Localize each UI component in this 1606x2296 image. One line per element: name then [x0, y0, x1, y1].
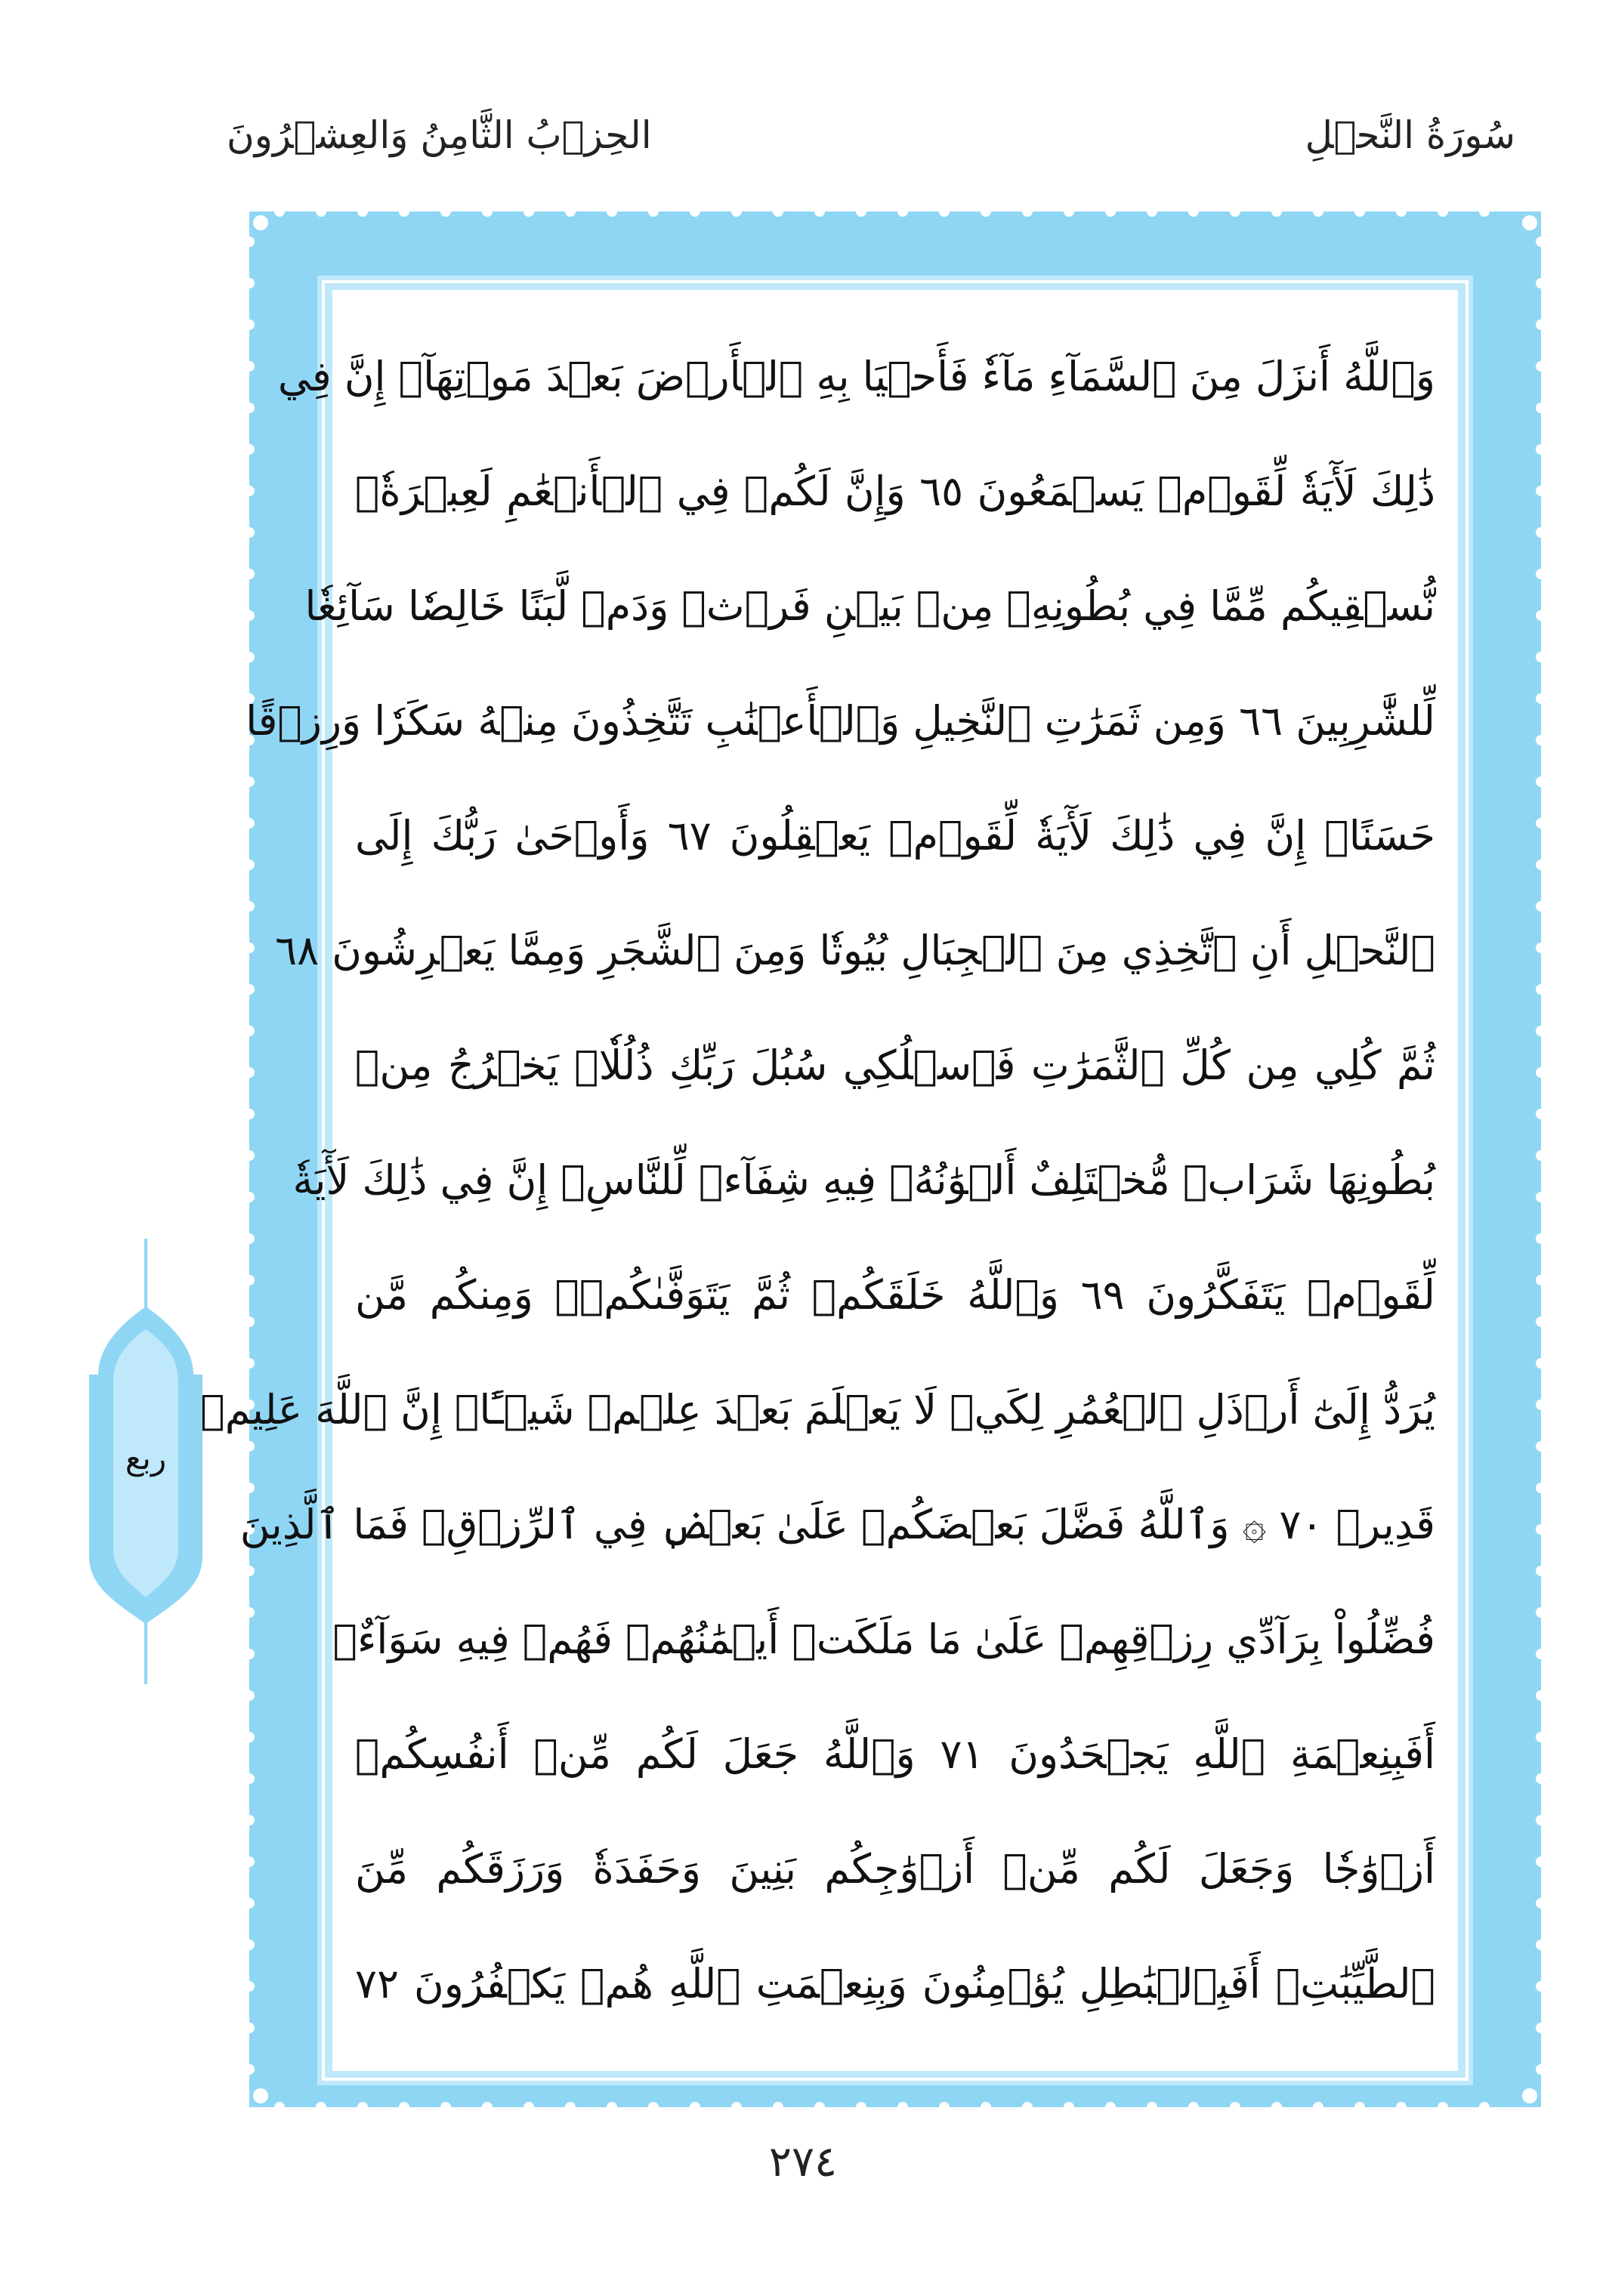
frame-notch [731, 2102, 742, 2112]
frame-notch [1536, 652, 1546, 662]
frame-notch [244, 319, 255, 330]
frame-notch [244, 361, 255, 372]
frame-notch [244, 943, 255, 953]
verse-line: بُطُونِهَا شَرَابٞ مُّخۡتَلِفٌ أَلۡوَٰنُهُۥ فِيهِ شِفَآءٞ لِّلنَّاسِۚ إِنَّ فِي ذَٰلِكَ لَأٓيَةٗ [292, 1156, 1435, 1204]
frame-notch [814, 206, 825, 217]
frame-notch [244, 1815, 255, 1825]
frame-notch [1271, 206, 1282, 217]
frame-notch [244, 403, 255, 413]
frame-notch [244, 1275, 255, 1285]
frame-notch [1536, 859, 1546, 870]
frame-notch [1536, 569, 1546, 579]
surah-name: سُورَةُ النَّحۡلِ [1305, 113, 1515, 157]
frame-notch [1536, 610, 1546, 621]
frame-notch [565, 206, 576, 217]
frame-notch [1536, 735, 1546, 745]
page-number: ٢٧٤ [768, 2137, 838, 2186]
frame-notch [1479, 2102, 1490, 2112]
frame-notch [1536, 1524, 1546, 1535]
frame-notch [1536, 1067, 1546, 1078]
frame-notch [1536, 1898, 1546, 1909]
frame-notch [1396, 2102, 1407, 2112]
hizb-label: الحِزۡبُ الثَّامِنُ وَالعِشۡرُونَ [227, 113, 652, 157]
verse-line: ٱلطَّيِّبَٰتِۚ أَفَبِٱلۡبَٰطِلِ يُؤۡمِنُونَ وَبِنِعۡمَتِ ٱللَّهِ هُمۡ يَكۡفُرُونَ ٧٢ [355, 1960, 1435, 2007]
frame-notch [244, 1732, 255, 1742]
frame-notch [1536, 1607, 1546, 1618]
frame-notch [814, 2102, 825, 2112]
frame-notch [1313, 206, 1323, 217]
frame-notch [1536, 818, 1546, 829]
frame-notch [1536, 1109, 1546, 1119]
frame-notch [1271, 2102, 1282, 2112]
frame-notch [244, 1607, 255, 1618]
frame-notch [1536, 1815, 1546, 1825]
frame-notch [244, 818, 255, 829]
frame-notch [897, 206, 908, 217]
frame-notch [1230, 2102, 1240, 2112]
frame-notch [244, 527, 255, 538]
frame-notch [1536, 1856, 1546, 1867]
frame-notch [1313, 2102, 1323, 2112]
verse-line: يُرَدُّ إِلَىٰٓ أَرۡذَلِ ٱلۡعُمُرِ لِكَيۡ لَا يَعۡلَمَ بَعۡدَ عِلۡمٖ شَيۡـًٔاۚ إِنَّ ٱللَّهَ عَلِيمٞ [200, 1386, 1435, 1433]
frame-notch [244, 1690, 255, 1701]
frame-notch [856, 206, 866, 217]
verse-line: ثُمَّ كُلِي مِن كُلِّ ٱلثَّمَرَٰتِ فَٱسۡلُكِي سُبُلَ رَبِّكِ ذُلُلٗاۚ يَخۡرُجُ مِنۢ [355, 1042, 1435, 1089]
frame-notch [482, 2102, 493, 2112]
frame-notch [1064, 206, 1074, 217]
frame-notch [244, 610, 255, 621]
frame-notch [1354, 2102, 1365, 2112]
frame-notch [244, 859, 255, 870]
quran-text-panel [200, 290, 1458, 2071]
frame-notch [1188, 2102, 1199, 2112]
frame-notch [244, 2023, 255, 2033]
frame-notch [399, 2102, 409, 2112]
verse-line: قَدِيرٞ ٧٠ ۞ وَٱللَّهُ فَضَّلَ بَعۡضَكُمۡ عَلَىٰ بَعۡضٖ فِي ٱلرِّزۡقِۚ فَمَا ٱلَّذِينَ [239, 1501, 1435, 1548]
frame-notch [357, 2102, 368, 2112]
frame-notch [1536, 901, 1546, 912]
frame-notch [607, 206, 617, 217]
frame-notch [1536, 1566, 1546, 1576]
frame-notch [244, 1026, 255, 1036]
frame-notch [1536, 943, 1546, 953]
frame-notch [1536, 776, 1546, 787]
frame-notch [316, 2102, 326, 2112]
frame-notch [1536, 444, 1546, 455]
frame-notch [244, 984, 255, 995]
frame-notch [244, 1316, 255, 1327]
frame-notch [357, 206, 368, 217]
frame-notch [897, 2102, 908, 2112]
frame-notch [244, 1856, 255, 1867]
frame-notch [1536, 1400, 1546, 1410]
verse-line: لِّقَوۡمٖ يَتَفَكَّرُونَ ٦٩ وَٱللَّهُ خَلَقَكُمۡ ثُمَّ يَتَوَفَّىٰكُمۡۚ وَمِنكُم مَّن [355, 1271, 1435, 1319]
frame-notch [690, 206, 700, 217]
frame-notch [1536, 1192, 1546, 1202]
frame-notch [1536, 486, 1546, 496]
frame-notch [1536, 278, 1546, 289]
verse-line: فُضِّلُواْ بِرَآدِّي رِزۡقِهِمۡ عَلَىٰ مَا مَلَكَتۡ أَيۡمَٰنُهُمۡ فَهُمۡ فِيهِ سَوَآءٌۚ [332, 1616, 1435, 1663]
frame-notch [1188, 206, 1199, 217]
frame-notch [440, 2102, 451, 2112]
frame-notch [1536, 1233, 1546, 1244]
frame-notch [316, 206, 326, 217]
frame-notch [1536, 1275, 1546, 1285]
frame-notch [1536, 1026, 1546, 1036]
verse-line: حَسَنًاۚ إِنَّ فِي ذَٰلِكَ لَأٓيَةٗ لِّقَوۡمٖ يَعۡقِلُونَ ٦٧ وَأَوۡحَىٰ رَبُّكَ إِلَى [355, 812, 1436, 859]
frame-notch [1354, 206, 1365, 217]
frame-notch [244, 444, 255, 455]
frame-notch [244, 901, 255, 912]
frame-notch [1479, 206, 1490, 217]
frame-notch [981, 2102, 991, 2112]
frame-notch [1396, 206, 1407, 217]
frame-notch [244, 1898, 255, 1909]
verse-line: أَفَبِنِعۡمَةِ ٱللَّهِ يَجۡحَدُونَ ٧١ وَٱللَّهُ جَعَلَ لَكُم مِّنۡ أَنفُسِكُمۡ [355, 1730, 1435, 1778]
frame-notch [1438, 206, 1448, 217]
verse-line: لِّلشَّٰرِبِينَ ٦٦ وَمِن ثَمَرَٰتِ ٱلنَّخِيلِ وَٱلۡأَعۡنَٰبِ تَتَّخِذُونَ مِنۡهُ سَكَرٗا وَرِزۡقًا [246, 697, 1435, 745]
frame-notch [244, 1981, 255, 1992]
frame-notch [690, 2102, 700, 2112]
frame-notch [1536, 1732, 1546, 1742]
frame-notch [440, 206, 451, 217]
frame-notch [244, 236, 255, 247]
frame-notch [939, 2102, 950, 2112]
frame-notch [274, 2102, 285, 2112]
frame-notch [607, 2102, 617, 2112]
frame-notch [856, 2102, 866, 2112]
frame-notch [244, 1109, 255, 1119]
verse-line: ٱلنَّحۡلِ أَنِ ٱتَّخِذِي مِنَ ٱلۡجِبَالِ بُيُوتٗا وَمِنَ ٱلشَّجَرِ وَمِمَّا يَعۡرِشُونَ ٦٨ [275, 927, 1435, 974]
frame-notch [274, 206, 285, 217]
frame-notch [1536, 236, 1546, 247]
frame-notch [773, 2102, 783, 2112]
frame-notch [244, 278, 255, 289]
frame-notch [244, 1067, 255, 1078]
frame-notch [244, 486, 255, 496]
frame-notch [1536, 1773, 1546, 1784]
frame-notch [648, 2102, 659, 2112]
frame-notch [244, 2064, 255, 2075]
frame-notch [244, 1649, 255, 1659]
verse-line: أَزۡوَٰجٗا وَجَعَلَ لَكُم مِّنۡ أَزۡوَٰجِكُم بَنِينَ وَحَفَدَةٗ وَرَزَقَكُم مِّنَ [355, 1845, 1435, 1893]
frame-notch [1536, 527, 1546, 538]
frame-notch [1536, 361, 1546, 372]
frame-notch [565, 2102, 576, 2112]
frame-notch [1064, 2102, 1074, 2112]
frame-notch [1536, 1150, 1546, 1161]
frame-notch [773, 206, 783, 217]
frame-notch [648, 206, 659, 217]
frame-notch [1536, 1649, 1546, 1659]
frame-notch [1536, 1441, 1546, 1452]
frame-notch [244, 1150, 255, 1161]
frame-notch [1536, 1981, 1546, 1992]
frame-notch [1536, 1690, 1546, 1701]
frame-notch [1105, 206, 1116, 217]
frame-notch [1536, 1940, 1546, 1950]
frame-notch [244, 1940, 255, 1950]
verse-line: ذَٰلِكَ لَأٓيَةٗ لِّقَوۡمٖ يَسۡمَعُونَ ٦٥ وَإِنَّ لَكُمۡ فِي ٱلۡأَنۡعَٰمِ لَعِبۡرَةٗۖ [355, 468, 1436, 515]
frame-notch [1536, 403, 1546, 413]
frame-notch [244, 1192, 255, 1202]
frame-notch [482, 206, 493, 217]
frame-notch [1105, 2102, 1116, 2112]
frame-notch [1147, 2102, 1157, 2112]
frame-notch [1536, 693, 1546, 704]
frame-notch [1536, 319, 1546, 330]
frame-notch [731, 206, 742, 217]
frame-notch [1438, 2102, 1448, 2112]
frame-notch [244, 1233, 255, 1244]
frame-notch [1230, 206, 1240, 217]
rub-label: ربع [125, 1440, 167, 1477]
frame-notch [981, 206, 991, 217]
frame-notch [1022, 2102, 1033, 2112]
frame-notch [399, 206, 409, 217]
frame-notch [1536, 1483, 1546, 1493]
frame-notch [1536, 1316, 1546, 1327]
verse-line: وَٱللَّهُ أَنزَلَ مِنَ ٱلسَّمَآءِ مَآءٗ فَأَحۡيَا بِهِ ٱلۡأَرۡضَ بَعۡدَ مَوۡتِهَآۚ إِنَّ فِي [277, 353, 1435, 400]
frame-notch [1536, 1358, 1546, 1369]
frame-notch [1022, 206, 1033, 217]
frame-notch [1147, 206, 1157, 217]
frame-notch [523, 206, 534, 217]
frame-notch [244, 569, 255, 579]
frame-notch [1536, 984, 1546, 995]
verse-line: نُّسۡقِيكُم مِّمَّا فِي بُطُونِهِۦ مِنۢ بَيۡنِ فَرۡثٖ وَدَمٖ لَّبَنًا خَالِصٗا سَآئِغٗا [304, 582, 1435, 630]
frame-notch [523, 2102, 534, 2112]
frame-notch [1536, 2023, 1546, 2033]
frame-notch [244, 1773, 255, 1784]
frame-notch [939, 206, 950, 217]
frame-notch [1536, 2064, 1546, 2075]
